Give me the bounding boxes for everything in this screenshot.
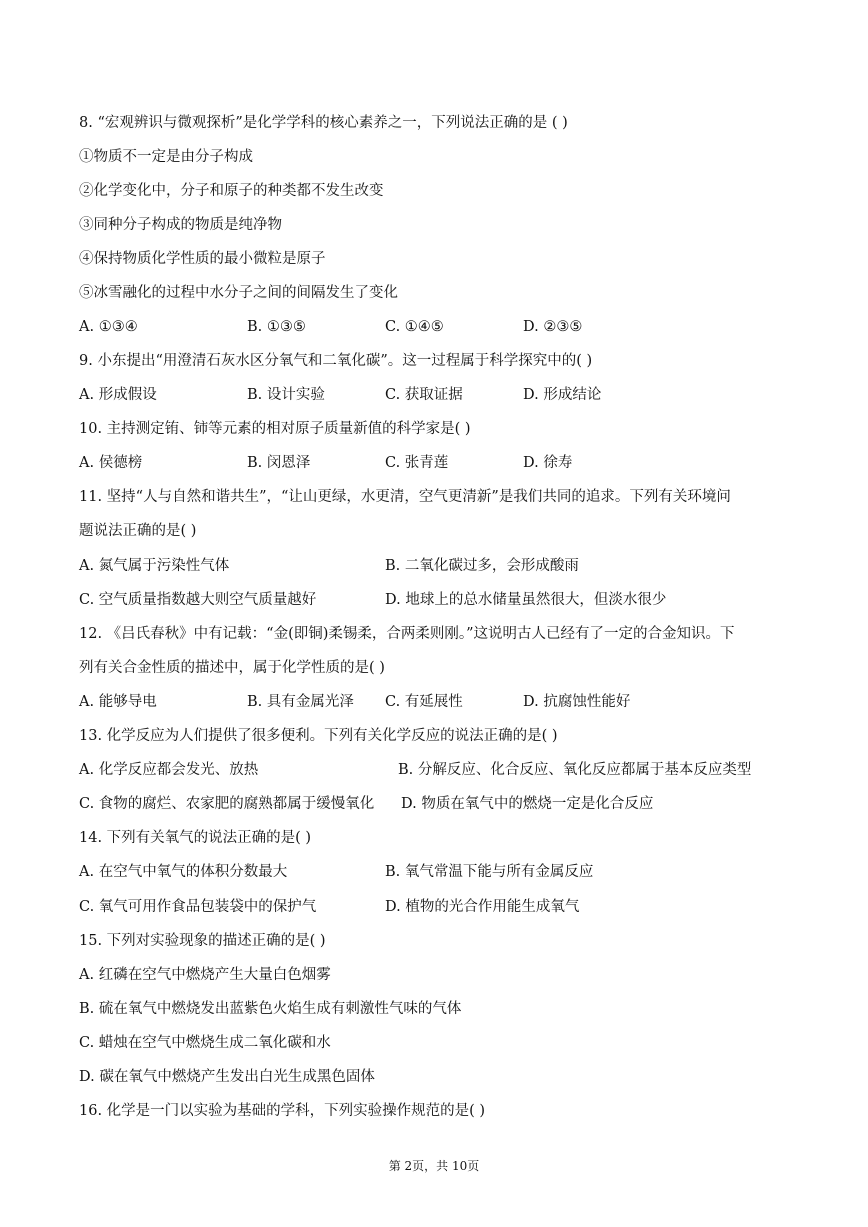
question-11-stem: 11. 坚持“人与自然和谐共生”，“让山更绿，水更清，空气更清新”是我们共同的追求。下列有关环境问 [79, 489, 731, 505]
question-13-option-c: C. 食物的腐烂、农家肥的腐熟都属于缓慢氧化 [79, 796, 375, 812]
question-8-stem: 8. “宏观辨识与微观探析”是化学学科的核心素养之一，下列说法正确的是 ( ) [79, 115, 568, 131]
question-9-option-d: D. 形成结论 [523, 387, 602, 403]
question-15-option-c: C. 蜡烛在空气中燃烧生成二氧化碳和水 [79, 1035, 331, 1051]
question-14-option-d: D. 植物的光合作用能生成氧气 [385, 899, 580, 915]
question-8-option-a: A. ①③④ [79, 319, 138, 335]
question-13-option-b: B. 分解反应、化合反应、氧化反应都属于基本反应类型 [398, 762, 752, 778]
question-9-stem: 9. 小东提出“用澄清石灰水区分氧气和二氧化碳”。这一过程属于科学探究中的( ) [79, 353, 593, 369]
question-11-option-b: B. 二氧化碳过多，会形成酸雨 [385, 558, 579, 574]
question-14-option-a: A. 在空气中氧气的体积分数最大 [79, 864, 288, 880]
question-15-stem: 15. 下列对实验现象的描述正确的是( ) [79, 933, 326, 949]
question-13-option-d: D. 物质在氧气中的燃烧一定是化合反应 [401, 796, 654, 812]
question-11-option-d: D. 地球上的总水储量虽然很大，但淡水很少 [385, 592, 667, 608]
question-11-stem-continued: 题说法正确的是( ) [79, 523, 197, 539]
question-8-statement-2: ②化学变化中，分子和原子的种类都不发生改变 [79, 183, 384, 199]
question-13-option-a: A. 化学反应都会发光、放热 [79, 762, 259, 778]
question-10-option-c: C. 张青莲 [385, 455, 449, 471]
question-14-option-c: C. 氧气可用作食品包装袋中的保护气 [79, 899, 317, 915]
question-13-stem: 13. 化学反应为人们提供了很多便利。下列有关化学反应的说法正确的是( ) [79, 728, 558, 744]
question-11-option-a: A. 氮气属于污染性气体 [79, 558, 230, 574]
question-10-option-d: D. 徐寿 [523, 455, 573, 471]
question-15-option-d: D. 碳在氧气中燃烧产生发出白光生成黑色固体 [79, 1069, 375, 1085]
question-8-option-d: D. ②③⑤ [523, 319, 583, 335]
question-15-option-a: A. 红磷在空气中燃烧产生大量白色烟雾 [79, 967, 331, 983]
question-10-option-b: B. 闵恩泽 [247, 455, 311, 471]
question-12-option-b: B. 具有金属光泽 [247, 694, 354, 710]
question-12-stem: 12. 《吕氏春秋》中有记载：“金(即铜)柔锡柔，合两柔则刚。”这说明古人已经有了一定的合金知识。下 [79, 626, 735, 642]
question-12-option-d: D. 抗腐蚀性能好 [523, 694, 631, 710]
question-9-option-a: A. 形成假设 [79, 387, 157, 403]
page-footer: 第 2页，共 10页 [388, 1159, 480, 1173]
question-8-option-b: B. ①③⑤ [247, 319, 306, 335]
question-8-statement-3: ③同种分子构成的物质是纯净物 [79, 217, 282, 233]
question-12-option-c: C. 有延展性 [385, 694, 463, 710]
question-14-stem: 14. 下列有关氧气的说法正确的是( ) [79, 830, 312, 846]
question-12-option-a: A. 能够导电 [79, 694, 157, 710]
question-9-option-b: B. 设计实验 [247, 387, 325, 403]
question-10-stem: 10. 主持测定铕、铈等元素的相对原子质量新值的科学家是( ) [79, 421, 471, 437]
question-14-option-b: B. 氧气常温下能与所有金属反应 [385, 864, 594, 880]
question-8-statement-5: ⑤冰雪融化的过程中水分子之间的间隔发生了变化 [79, 285, 398, 301]
question-8-statement-4: ④保持物质化学性质的最小微粒是原子 [79, 251, 326, 267]
question-11-option-c: C. 空气质量指数越大则空气质量越好 [79, 592, 317, 608]
question-15-option-b: B. 硫在氧气中燃烧发出蓝紫色火焰生成有刺激性气味的气体 [79, 1001, 462, 1017]
question-10-option-a: A. 侯德榜 [79, 455, 143, 471]
question-9-option-c: C. 获取证据 [385, 387, 463, 403]
question-8-option-c: C. ①④⑤ [385, 319, 444, 335]
question-16-stem: 16. 化学是一门以实验为基础的学科，下列实验操作规范的是( ) [79, 1103, 486, 1119]
question-12-stem-continued: 列有关合金性质的描述中，属于化学性质的是( ) [79, 660, 385, 676]
question-8-statement-1: ①物质不一定是由分子构成 [79, 149, 253, 165]
